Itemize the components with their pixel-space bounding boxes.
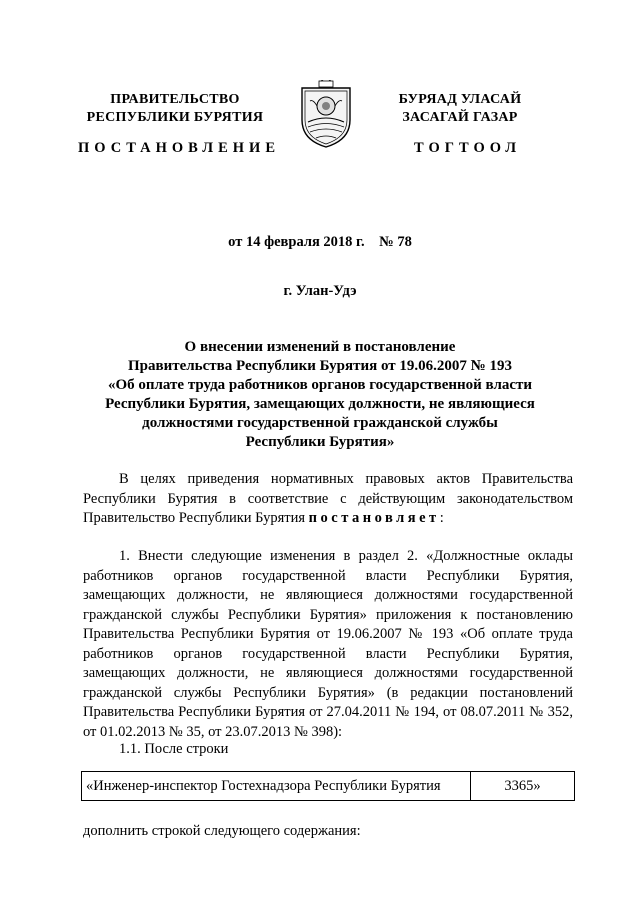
intro-decree-word: постановляет	[308, 510, 440, 526]
header-right-line1: БУРЯАД УЛАСАЙ	[398, 92, 522, 107]
city: г. Улан-Удэ	[283, 283, 357, 299]
paragraph-1-1: 1.1. После строки	[119, 741, 229, 757]
header-right-line2: ЗАСАГАЙ ГАЗАР	[402, 110, 518, 125]
intro-paragraph	[83, 470, 573, 529]
date-line	[0, 234, 640, 251]
header-right-org	[360, 91, 560, 127]
after-table-text: дополнить строкой следующего содержания:	[83, 823, 361, 839]
intro-text: В целях приведения нормативных правовых актов Правительства Республики Бурятия в соответствие с действующим законодательством Правительство Республики Бурятия	[83, 471, 573, 526]
title-line: Правительства Республики Бурятия от 19.06.2007 № 193	[127, 358, 512, 374]
coat-of-arms-icon	[296, 80, 356, 150]
header-left-line2: РЕСПУБЛИКИ БУРЯТИЯ	[86, 110, 264, 125]
table-cell-salary: 3365»	[471, 772, 575, 801]
title-line: должностями государственной гражданской службы	[142, 415, 498, 431]
doc-type-left: ПОСТАНОВЛЕНИЕ	[78, 140, 281, 156]
header-left-org	[60, 91, 290, 127]
title-line: О внесении изменений в постановление	[184, 339, 456, 355]
header-left-line1: ПРАВИТЕЛЬСТВО	[110, 92, 240, 107]
table-cell-position: «Инженер-инспектор Гостехнадзора Республики Бурятия	[82, 772, 471, 801]
doc-type-right: ТОГТООЛ	[414, 140, 522, 156]
doc-title	[60, 338, 580, 452]
paragraph-1	[83, 547, 573, 742]
salary-table	[81, 771, 575, 801]
doc-date: от 14 февраля 2018 г.	[228, 234, 365, 250]
title-line: «Об оплате труда работников органов государственной власти	[107, 377, 533, 393]
title-line: Республики Бурятия, замещающих должности, не являющиеся	[105, 396, 535, 412]
paragraph-1-text: 1. Внести следующие изменения в раздел 2. «Должностные оклады работников органов государственной власти Республики Бурятия, замещающих должности, не являющиеся должностями государственной гражданской службы Республики Бурятия» приложения к постановлению Правительства Республики Бурятия от 19.06.2007 № 193 «Об оплате труда работников органов государственной власти Республики Бурятия, замещающих должности, не являющиеся должностями государственной гражданской службы Республики Бурятия» (в редакции постановлений Правительства Республики Бурятия от 27.04.2011 № 194, от 08.07.2011 № 352, от 01.02.2013 № 35, от 23.07.2013 № 398):	[83, 548, 573, 740]
doc-number: № 78	[379, 234, 412, 250]
title-line: Республики Бурятия»	[245, 434, 395, 450]
table-row	[82, 772, 575, 801]
intro-end: :	[439, 510, 444, 526]
